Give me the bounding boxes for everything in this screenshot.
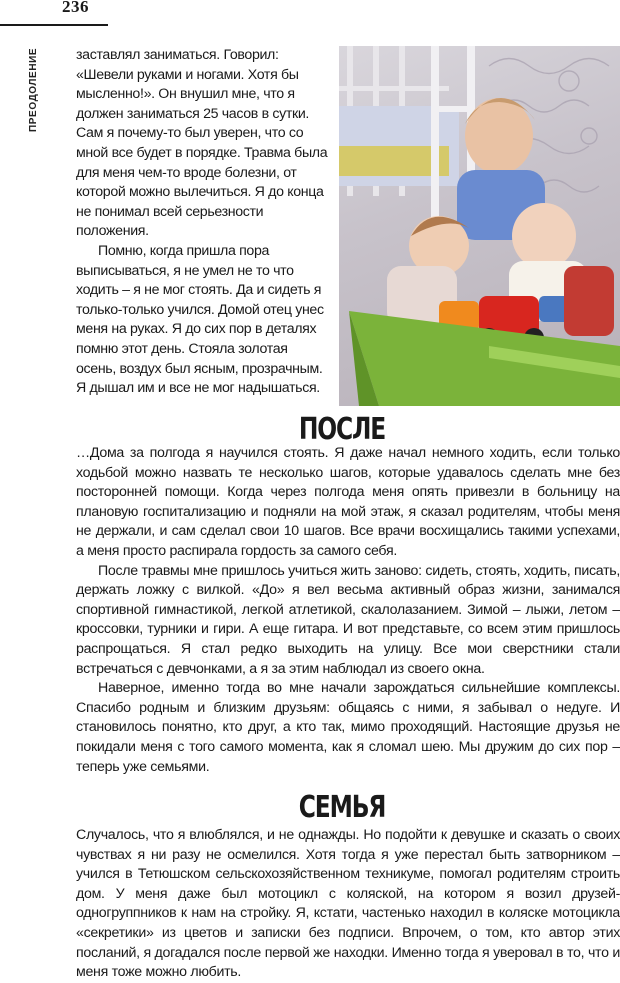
column-paragraph-2: Помню, когда пришла пора выписываться, я не умел не то что ходить – я не мог стоять. Да и сидеть я только-только учился. Домой отец унес меня на руках. Я до сих пор в деталях помню этот день. Стояла золотая осень, воздух был ясным, прозрачным. Я дышал им и все не мог надышаться.	[76, 242, 324, 397]
section-heading-after: ПОСЛЕ	[298, 412, 386, 447]
section-label: ПРЕОДОЛЕНИЕ	[28, 47, 39, 132]
column-text	[76, 46, 328, 399]
after-paragraph-1: …Дома за полгода я научился стоять. Я даже начал немного ходить, если только ходьбой можно назвать те несколько шагов, которые удавалось сделать мне без посторонней помощи. Когда через полгода меня опять привезли в больницу на плановую госпитализацию и подняли на мой этаж, я сказал родителям, чтобы меня не держали, и сам сделал свои 10 шагов. Все врачи восхищались такими успехами, а меня просто распирала гордость за самого себя.	[76, 445, 620, 559]
header-rule	[0, 24, 108, 26]
page-number: 236	[62, 0, 89, 16]
children-photo	[339, 46, 620, 406]
section-family-body	[76, 826, 620, 983]
column-paragraph-1: заставлял заниматься. Говорил: «Шевели руками и ногами. Хотя бы мысленно!». Он внушил мне, что я должен заниматься 25 часов в сутки. Сам я почему-то был уверен, что со мной все будет в порядке. Травма была для меня чем-то вроде болезни, от которой можно вылечиться. Я до конца не понимал всей серьезности положения.	[76, 47, 328, 240]
after-paragraph-3: Наверное, именно тогда во мне начали зарождаться сильнейшие комплексы. Спасибо родным и близким друзьям: общаясь с ними, я забывал о недуге. И становилось понятно, кто друг, а кто так, мимо проходящий. Настоящие друзья не покидали меня с того самого момента, как я сломал шею. Мы дружим до сих пор – теперь уже семьями.	[76, 680, 620, 775]
family-paragraph-1: Случалось, что я влюблялся, и не однажды. Но подойти к девушке и сказать о своих чувствах я ни разу не осмелился. Хотя тогда я уже перестал быть затворником – учился в Тетюшском сельскохозяйственном техникуме, помогал родителям строить дом. У меня даже был мотоцикл с коляской, на котором я возил друзей-одногруппников к нам на стройку. Я, кстати, частенько находил в коляске мотоцикла «секретики» из цветов и записки без подписи. Впрочем, о том, кто автор этих посланий, я догадался после первой же находки. Именно тогда я уверовал в то, что и меня тоже можно любить.	[76, 827, 620, 981]
section-heading-family: СЕМЬЯ	[298, 790, 386, 825]
children-photo-illustration	[339, 46, 620, 406]
section-after-body	[76, 444, 620, 777]
after-paragraph-2: После травмы мне пришлось учиться жить заново: сидеть, стоять, ходить, писать, держать ложку с вилкой. «До» я вел весьма активный образ жизни, занимался спортивной гимнастикой, легкой атлетикой, скалолазанием. Зимой – лыжи, летом – кроссовки, турники и гири. А еще гитара. И вот представьте, со всем этим пришлось распрощаться. Я стал редко выходить на улицу. Все мои сверстники стали встречаться с девчонками, а я за этим наблюдал из своего окна.	[76, 562, 620, 677]
